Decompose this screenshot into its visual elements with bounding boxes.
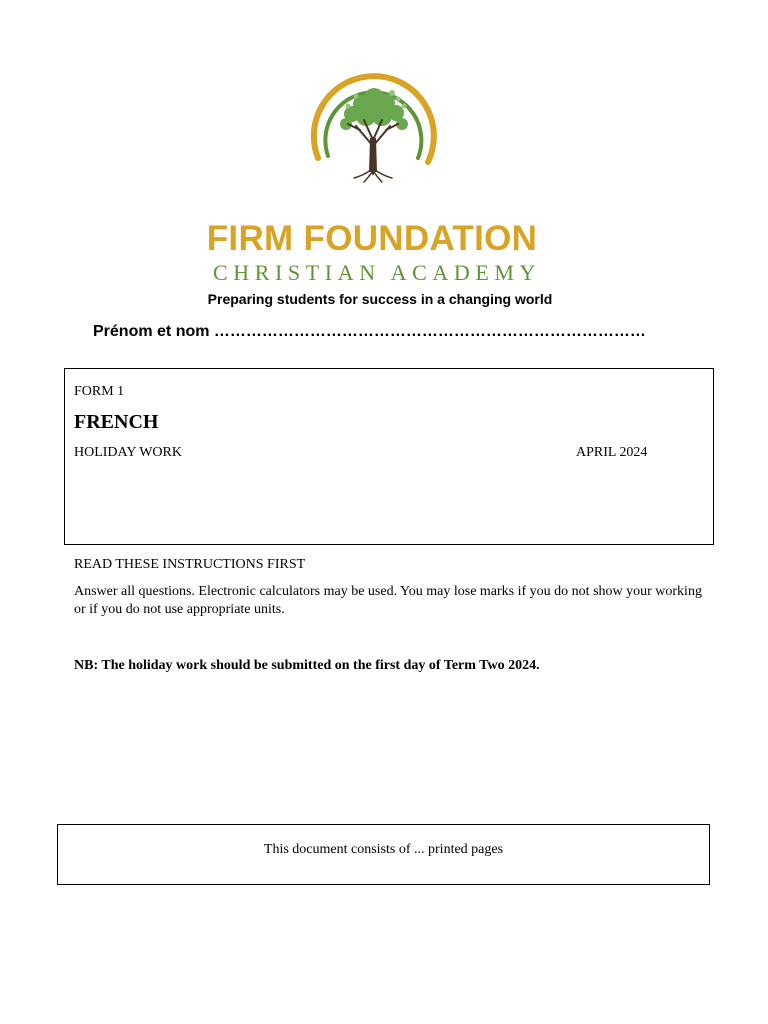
instructions-body: Answer all questions. Electronic calculators may be used. You may lose marks if you do not show your working or if you do not use appropriate units. [74,584,702,617]
submission-note: NB: The holiday work should be submitted on the first day of Term Two 2024. [74,658,540,673]
school-subtitle: CHRISTIAN ACADEMY [212,260,542,285]
school-name: FIRM FOUNDATION [206,219,538,258]
subject-title: FRENCH [74,411,159,433]
instructions-heading: READ THESE INSTRUCTIONS FIRST [74,557,306,572]
work-type: HOLIDAY WORK [74,445,182,460]
form-level: FORM 1 [74,384,125,399]
tree-logo-icon [300,66,444,190]
student-name-field: Prénom et nom ……………………………………………………………………… [93,323,646,340]
exam-date: APRIL 2024 [576,445,648,460]
page-count-note: This document consists of ... printed pages [263,842,504,857]
school-tagline: Preparing students for success in a changing world [207,291,553,307]
